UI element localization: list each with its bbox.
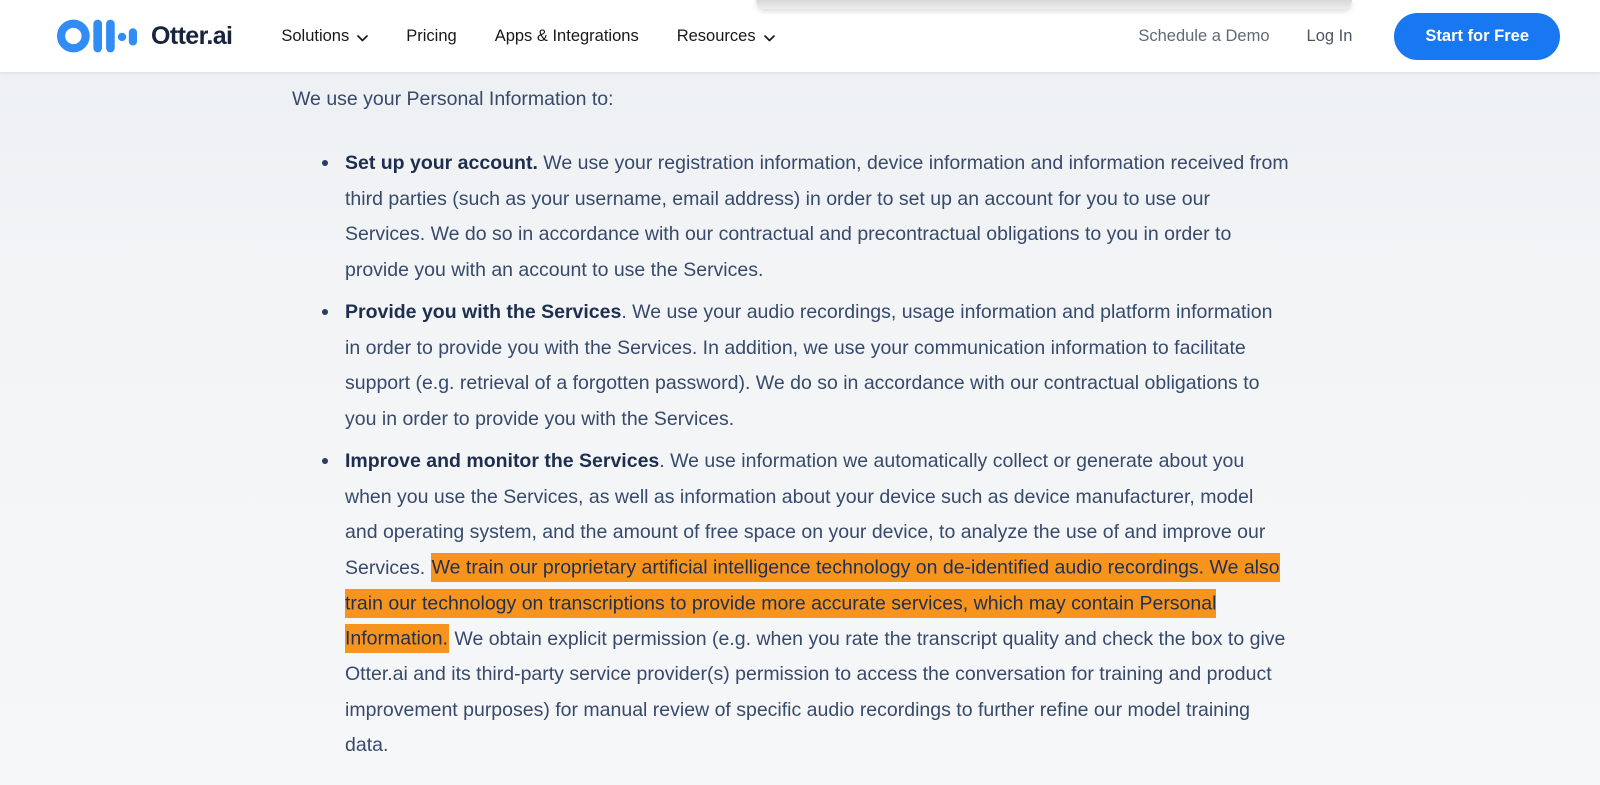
nav-item-solutions[interactable] — [262, 26, 387, 47]
bullet-text: . We use information we automatically collect or generate about you when you use the Services, as well as information about your device such as device manufacturer, model and operating system, and the amount of free space on your device, to analyze the use of and improve our Services. — [345, 450, 1266, 579]
list-item — [345, 295, 1289, 437]
chevron-down-icon — [357, 28, 368, 47]
list-item — [345, 146, 1289, 288]
top-navigation — [0, 0, 1600, 72]
nav-item-label: Apps & Integrations — [494, 26, 639, 45]
intro-line: We use your Personal Information to: — [292, 88, 614, 110]
highlighted-text: We train our proprietary artificial intelligence technology on de-identified audio recordings. We also train our technology on transcriptions to provide more accurate services, which may contain Personal Information. — [345, 553, 1280, 653]
personal-info-uses-list — [0, 146, 1293, 764]
nav-item-resources[interactable] — [658, 26, 794, 47]
bullet-text: . We use your audio recordings, usage information and platform information in order to provide you with the Services. In addition, we use your communication information to facilitate support (e.g. retrieval of a forgotten password). We do so in accordance with our contractual obligations to you in order to provide you with the Services. — [345, 301, 1273, 430]
nav-item-pricing[interactable] — [387, 27, 475, 46]
schedule-demo-link[interactable]: Schedule a Demo — [1138, 26, 1270, 45]
nav-item-apps-integrations[interactable] — [476, 27, 658, 46]
nav-item-label: Resources — [676, 26, 756, 45]
bullet-text: We obtain explicit permission (e.g. when you rate the transcript quality and check the box to give Otter.ai and its third-party service provider(s) permission to access the conversation for training and product improvement purposes) for manual review of specific audio recordings to further refine our model training data. — [345, 627, 1286, 756]
bullet-text: We use your registration information, device information and information received from third parties (such as your username, email address) in order to set up an account for you to use our Services. We do so in accordance with our contractual and precontractual obligations to you in order to provide you with an account to use the Services. — [345, 152, 1289, 281]
list-item — [345, 444, 1289, 764]
chevron-down-icon — [764, 28, 775, 47]
start-for-free-button[interactable]: Start for Free — [1394, 13, 1560, 60]
dropdown-shadow-edge — [756, 0, 1352, 9]
bullet-lead: Provide you with the Services — [345, 301, 622, 323]
otter-logo-icon — [57, 16, 137, 56]
nav-links — [262, 26, 793, 47]
privacy-policy-content — [0, 72, 1600, 771]
bullet-marker — [322, 458, 328, 464]
bullet-marker — [322, 309, 328, 315]
otter-logo[interactable] — [57, 16, 232, 56]
nav-actions — [1138, 13, 1560, 60]
nav-item-label: Pricing — [406, 26, 457, 45]
bullet-marker — [322, 160, 328, 166]
bullet-lead: Improve and monitor the Services — [345, 450, 660, 472]
log-in-link[interactable]: Log In — [1306, 26, 1353, 45]
bullet-lead: Set up your account. — [345, 152, 538, 174]
nav-item-label: Solutions — [281, 26, 350, 45]
otter-brand-name: Otter.ai — [151, 21, 233, 50]
